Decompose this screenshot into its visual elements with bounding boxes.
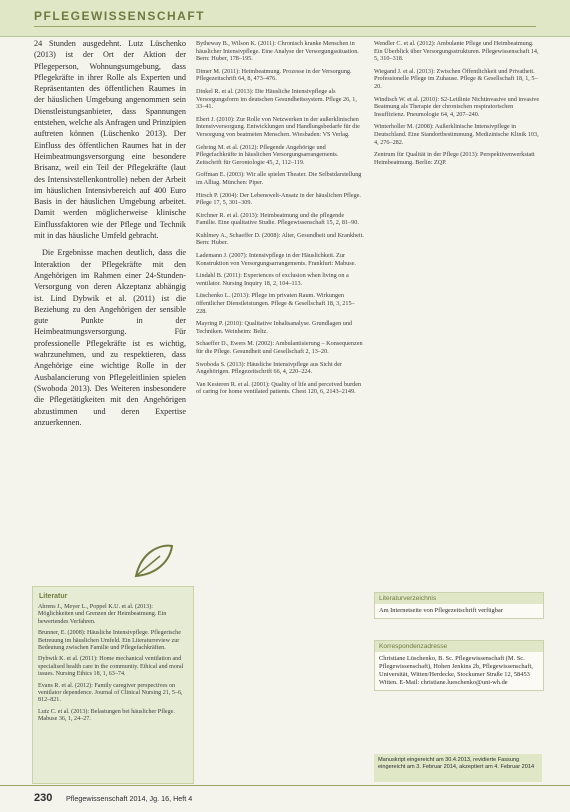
- reference-item: Dimer M. (2011): Heimbeatmung. Prozesse in der Versorgung. Pflegezeitschrift 64, 8, 473–476.: [196, 67, 352, 83]
- header-rule: [34, 26, 536, 27]
- reference-item: Goffman E. (2003): Wir alle spielen Theater. Die Selbstdarstellung im Alltag. München: Piper.: [196, 171, 362, 186]
- literature-title: Literatur: [39, 593, 68, 600]
- reference-item: Swoboda S. (2013): Häusliche Intensivpflege aus Sicht der Angehörigen. Pflegezeitschrift 66, 4, 220–224.: [196, 360, 343, 376]
- literature-ref: Dybwik K. et al. (2011): Home mechanical ventilation and specialised health care in the community. Ethical and moral issues. Nursing Ethics 18, 1, 63–74.: [38, 656, 184, 678]
- reference-item: Wiegand J. et al. (2013): Zwischen Öffentlichkeit und Privatheit. Professionelle Pflege im Zuhause. Pflege & Gesellschaft 18, 1, 5–20.: [374, 67, 538, 90]
- section-kicker: PFLEGEWISSENSCHAFT: [34, 9, 206, 23]
- contact-box: [374, 640, 544, 691]
- literature-ref: Brunner, E. (2008): Häusliche Intensivpflege. Pflegerische Betreuung im häuslichen Umfeld. Ein Literaturreview zur Bedeutung zwischen Familie und Pflegefachkräften.: [38, 630, 181, 652]
- reference-item: Bytheway B., Wilson K. (2011): Chronisch kranke Menschen in häuslicher Intensivpflege. Eine Analyse der Versorgungssituation. Bern: Huber, 178–195.: [196, 40, 359, 63]
- page-number: 230: [34, 792, 53, 804]
- reference-item: Lademann J. (2007): Intensivpflege in der Häuslichkeit. Zur Konstruktion von Versorgungsarrangements. Frankfurt: Mabuse.: [196, 252, 356, 267]
- page-footer: [0, 785, 570, 812]
- reference-item: Winterholler M. (2008): Außerklinische Intensivpflege in Deutschland. Eine Standortbestimmung. Medizinische Klinik 103, 4, 276–282.: [374, 123, 539, 146]
- reference-item: Wendler C. et al. (2012): Ambulante Pflege und Heimbeatmung. Ein Überblick über Versorgungsstrukturen. Pflegewissenschaft 14, 5, 310–318.: [374, 40, 539, 63]
- reference-item: Hirsch P. (2004): Der Lebenswelt-Ansatz in der häuslichen Pflege. Pflege 17, 5, 301–309.: [196, 191, 361, 207]
- body-paragraph-1: 24 Stunden ausgedehnt. Lutz Lüschenko (2013) ist der Ort der Aktion der Pflegeperson, Wohnungsumgebung, dass Pflegekräfte in ihrer Rolle als Experten und Repräsentanten des öffentlichen Raumes in der häuslichen Umgebung angenommen sein Dienstleistungsanbieter, dass Spannungen entstehen, welche als Anfragen und Prinzipien auftreten können (Lüschenko 2013). Der Einfluss des öffentlichen Raumes hat in der Heimbeatmungsversorgung eine besondere Brisanz, weil ein Teil der Pflegekräfte (laut des Intensivstellenkontrolle) neben der Arbeit im häuslichen Intensivbereich auf 400 Euro Basis in der häuslichen Umgebung arbeitet. Damit werden möglicherweise klinische Einflussfaktoren wie der Pflege und Technik mit in das häusliche Umfeld gebracht.: [34, 39, 186, 241]
- reference-item: Zentrum für Qualität in der Pflege (2013): Perspektivenwerkstatt Heimbeatmung. Berlin: ZQP.: [374, 151, 535, 166]
- reference-item: Dinkel R. et al. (2013): Die Häusliche Intensivpflege als Versorgungsform im deutschen Gesundheitssystem. Pflege 26, 1, 33–41.: [196, 87, 357, 111]
- contact-box-title: Korrespondenzadresse: [375, 641, 543, 652]
- reference-item: Kuhlmey A., Schaeffer D. (2008): Alter, Gesundheit und Krankheit. Bern: Huber.: [196, 231, 364, 247]
- reference-column-3: [374, 40, 542, 171]
- online-reference-box: [374, 592, 544, 619]
- reference-item: Lüschenko L. (2013): Pflege im privaten Raum. Wirkungen öffentlicher Dienstleistungen. Pflege & Gesellschaft 18, 3, 215–228.: [196, 292, 355, 315]
- page-header: [0, 0, 570, 37]
- reference-column-2: [196, 40, 364, 401]
- literature-ref: Lutz C. et al. (2013): Belastungen bei häuslicher Pflege. Mabuse 36, 1, 24–27.: [38, 708, 175, 723]
- literature-ref: Evans R. et al. (2012): Family caregiver perspectives on ventilator dependence. Journal of Clinical Nursing 21, 5–6, 812–821.: [38, 682, 183, 704]
- reference-item: Gehring M. et al. (2012): Pflegende Angehörige und Pflegefachkräfte in häuslichen Versorgungsarrangements. Zeitschrift für Gerontologie 45, 2, 112–119.: [196, 143, 339, 166]
- reference-item: Ebert J. (2010): Zur Rolle von Netzwerken in der außerklinischen Intensivversorgung. Entwicklungen und Handlungsbedarfe für die Versorgung von beatmeten Menschen. Wiesbaden: VS Verlag.: [196, 115, 360, 138]
- manuscript-note: Manuskript eingereicht am 30.4.2013, revidierte Fassung eingereicht am 3. Februar 2014, akzeptiert am 4. Februar 2014: [374, 754, 542, 782]
- reference-item: Van Kesteren R. et al. (2001): Quality of life and perceived burden of caring for home ventilated patients. Chest 120, 6, 2143–2149.: [196, 380, 362, 396]
- reference-item: Lindahl B. (2011): Experiences of exclusion when living on a ventilator. Nursing Inquiry 18, 2, 104–113.: [196, 272, 349, 287]
- literature-ref: Ahrens J., Meyer L., Poppel K.U. et al. (2013): Möglichkeiten und Grenzen der Heimbeatmung. Ein bewertendes Verfahren.: [38, 604, 167, 625]
- online-box-body[interactable]: Am Internetseite von Pflegezeitschrift verfügbar: [379, 607, 503, 614]
- body-paragraph-2: Die Ergebnisse machen deutlich, dass die Interaktion der Pflegekräfte mit den Angehörigen im Rahmen einer 24-Stunden-Versorgung von deren Akzeptanz abhängig ist. Lind Dybwik et al. (2011) ist die Beziehung zu den Angehörigen der sensible gute Punkte in der Heimbeatmungsversorgung. Für professionelle Pflegekräfte ist es wichtig, wahrzunehmen, und zu respektieren, dass Angehörige eine wichtige Rolle in der Ausbalancierung von Pflegeleitlinien spielen (Swoboda 2013). Des Weiteren insbesondere die Pflegetätigkeiten mit den Angehörigen abzustimmen und deren Expertise anzuerkennen.: [34, 248, 186, 427]
- online-box-title: Literaturverzeichnis: [375, 593, 543, 604]
- reference-item: Schaeffer D., Ewers M. (2002): Ambulantisierung – Konsequenzen für die Pflege. Gesundheit und Gesellschaft 2, 13–20.: [196, 340, 363, 355]
- reference-item: Mayring P. (2010): Qualitative Inhaltsanalyse. Grundlagen und Techniken. Weinheim: Beltz.: [196, 320, 353, 335]
- body-text-column: [34, 38, 186, 434]
- reference-item: Windisch W. et al. (2010): S2-Leitlinie Nichtinvasive und invasive Beatmung als Therapie der chronischen respiratorischen Insuffizienz. Pneumologie 64, 4, 207–240.: [374, 95, 540, 118]
- literature-box: [32, 586, 194, 784]
- journal-info: Pflegewissenschaft 2014, Jg. 16, Heft 4: [66, 794, 193, 803]
- reference-item: Kirchner R. et al. (2013): Heimbeatmung und die pflegende Familie. Eine qualitative Studie. Pflegewissenschaft 15, 2, 81–90.: [196, 211, 359, 227]
- leaf-icon: [132, 540, 176, 580]
- contact-box-body: Christiane Lüschenko, B. Sc. Pflegewissenschaft (M. Sc. Pflegewissenschaft), Hohen Jenkins 2b, Pflegewissenschaft, Universität, Witten/Herdecke, Stockumer Straße 12, 58453 Witten. E-Mail: christiane.lueschenko@uni-wh.de: [379, 655, 533, 686]
